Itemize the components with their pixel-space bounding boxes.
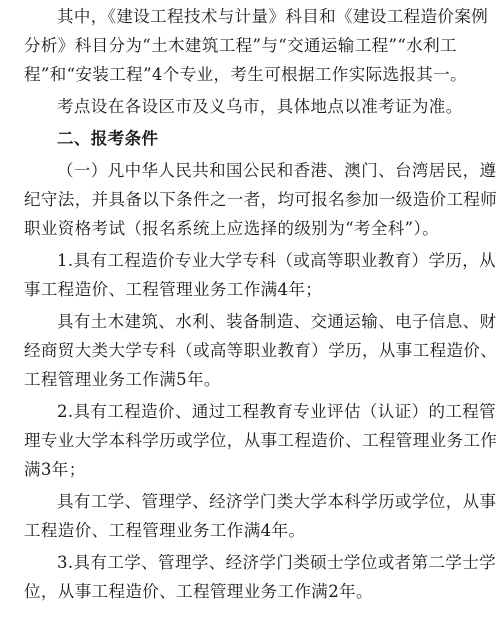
paragraph-line: 考点设在各设区市及义乌市，具体地点以准考证为准。 (57, 97, 463, 116)
paragraph-line: 位，从事工程造价、工程管理业务工作满2年。 (24, 582, 373, 601)
paragraph-line: 分析》科目分为“土木建筑工程”与“交通运输工程”“水利工 (24, 36, 457, 55)
paragraph-line: 2.具有工程造价、通过工程教育专业评估（认证）的工程管 (57, 402, 497, 421)
paragraph-line: 1.具有工程造价专业大学专科（或高等职业教育）学历，从 (57, 251, 497, 270)
paragraph-line: 具有土木建筑、水利、装备制造、交通运输、电子信息、财 (57, 312, 497, 331)
paragraph-line: 理专业大学本科学历或学位，从事工程造价、工程管理业务工作 (24, 431, 498, 450)
paragraph-line: 职业资格考试（报名系统上应选择的级别为“考全科”）。 (24, 219, 440, 238)
paragraph-line: 事工程造价、工程管理业务工作满4年； (24, 280, 323, 299)
section-heading: 二、报考条件 (57, 129, 159, 148)
paragraph-line: 其中，《建设工程技术与计量》科目和《建设工程造价案例 (57, 7, 489, 26)
paragraph-line: 工程管理业务工作满5年。 (24, 370, 221, 389)
paragraph-line: 3.具有工学、管理学、经济学门类硕士学位或者第二学士学 (57, 553, 497, 572)
paragraph-line: 经商贸大类大学专科（或高等职业教育）学历，从事工程造价、 (24, 341, 498, 360)
paragraph-line: 程”和“安装工程”4个专业，考生可根据工作实际选报其一。 (24, 65, 468, 84)
paragraph-line: 纪守法，并具备以下条件之一者，均可报名参加一级造价工程师 (24, 190, 498, 209)
paragraph-line: 具有工学、管理学、经济学门类大学本科学历或学位，从事 (57, 492, 497, 511)
paragraph-line: 满3年； (24, 460, 86, 479)
paragraph-line: （一）凡中华人民共和国公民和香港、澳门、台湾居民，遵 (57, 161, 497, 180)
paragraph-line: 工程造价、工程管理业务工作满4年。 (24, 521, 306, 540)
